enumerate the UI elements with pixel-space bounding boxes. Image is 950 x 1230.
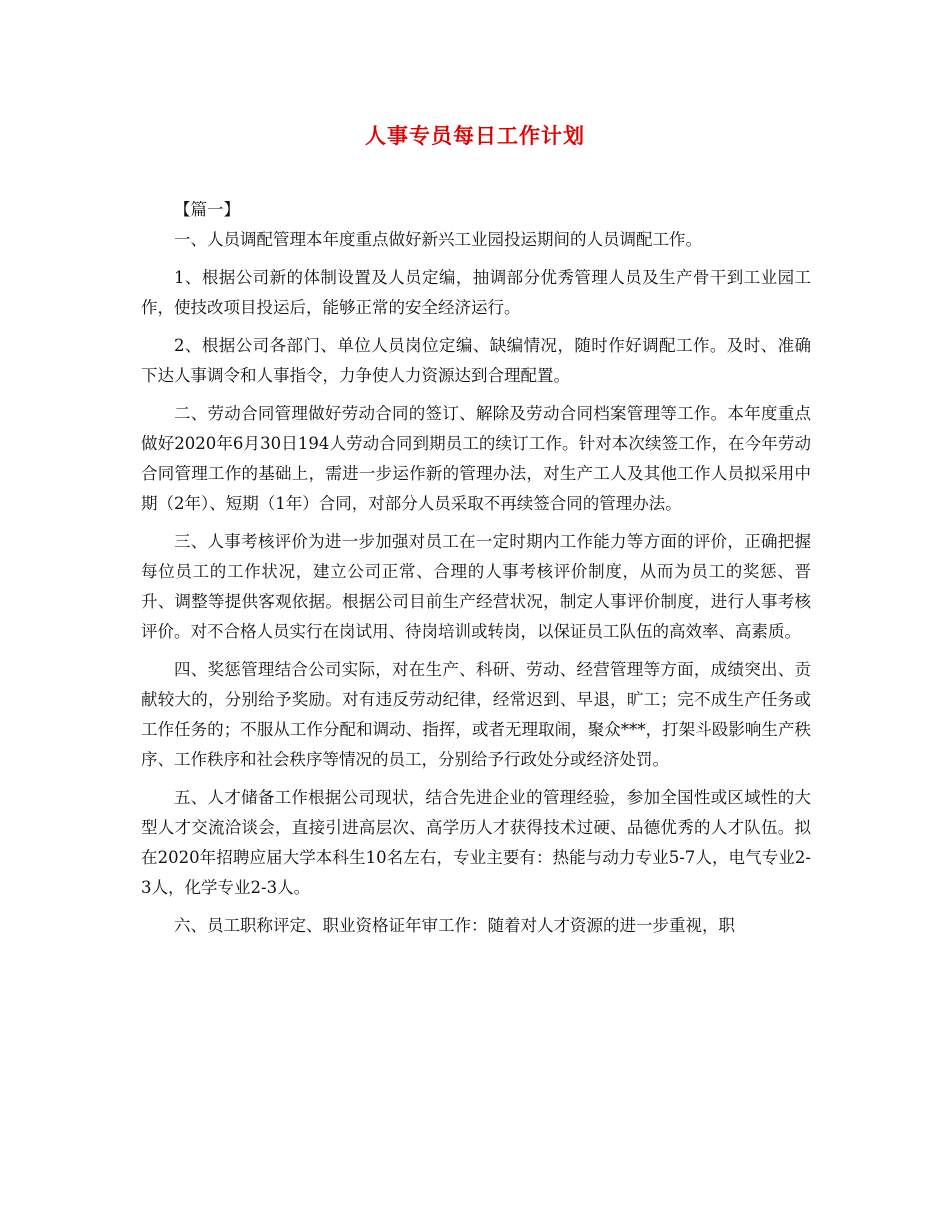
paragraph-5: 三、人事考核评价为进一步加强对员工在一定时期内工作能力等方面的评价，正确把握每位员工的工作状况，建立公司正常、合理的人事考核评价制度，从而为员工的奖惩、晋升、调整等提供客观依据。根据公司目前生产经营状况，制定人事评价制度，进行人事考核评价。对不合格人员实行在岗试用、待岗培训或转岗，以保证员工队伍的高效率、高素质。 [141, 532, 811, 641]
paragraph-4: 二、劳动合同管理做好劳动合同的签订、解除及劳动合同档案管理等工作。本年度重点做好2020年6月30日194人劳动合同到期员工的续订工作。针对本次续签工作，在今年劳动合同管理工作的基础上，需进一步运作新的管理办法，对生产工人及其他工作人员拟采用中期（2年）、短期（1年）合同，对部分人员采取不再续签合同的管理办法。 [141, 404, 811, 513]
paragraph-7: 五、人才储备工作根据公司现状，结合先进企业的管理经验，参加全国性或区域性的大型人才交流洽谈会，直接引进高层次、高学历人才获得技术过硬、品德优秀的人才队伍。拟在2020年招聘应届大学本科生10名左右，专业主要有：热能与动力专业5-7人，电气专业2-3人，化学专业2-3人。 [141, 788, 811, 897]
paragraph-2: 1、根据公司新的体制设置及人员定编，抽调部分优秀管理人员及生产骨干到工业园工作，使技改项目投运后，能够正常的安全经济运行。 [141, 268, 811, 317]
section-label: 【篇一】 [174, 200, 240, 219]
paragraph-3: 2、根据公司各部门、单位人员岗位定编、缺编情况，随时作好调配工作。及时、准确下达人事调令和人事指令，力争使人力资源达到合理配置。 [141, 336, 811, 385]
document-body [141, 195, 811, 949]
document-title: 人事专员每日工作计划 [365, 123, 585, 148]
paragraph-1: 一、人员调配管理本年度重点做好新兴工业园投运期间的人员调配工作。 [174, 230, 702, 249]
paragraph-8: 六、员工职称评定、职业资格证年审工作：随着对人才资源的进一步重视，职 [174, 916, 735, 935]
paragraph-6: 四、奖惩管理结合公司实际，对在生产、科研、劳动、经营管理等方面，成绩突出、贡献较大的，分别给予奖励。对有违反劳动纪律，经常迟到、早退，旷工；完不成生产任务或工作任务的；不服从工作分配和调动、指挥，或者无理取闹，聚众***，打架斗殴影响生产秩序、工作秩序和社会秩序等情况的员工，分别给予行政处分或经济处罚。 [141, 660, 811, 769]
